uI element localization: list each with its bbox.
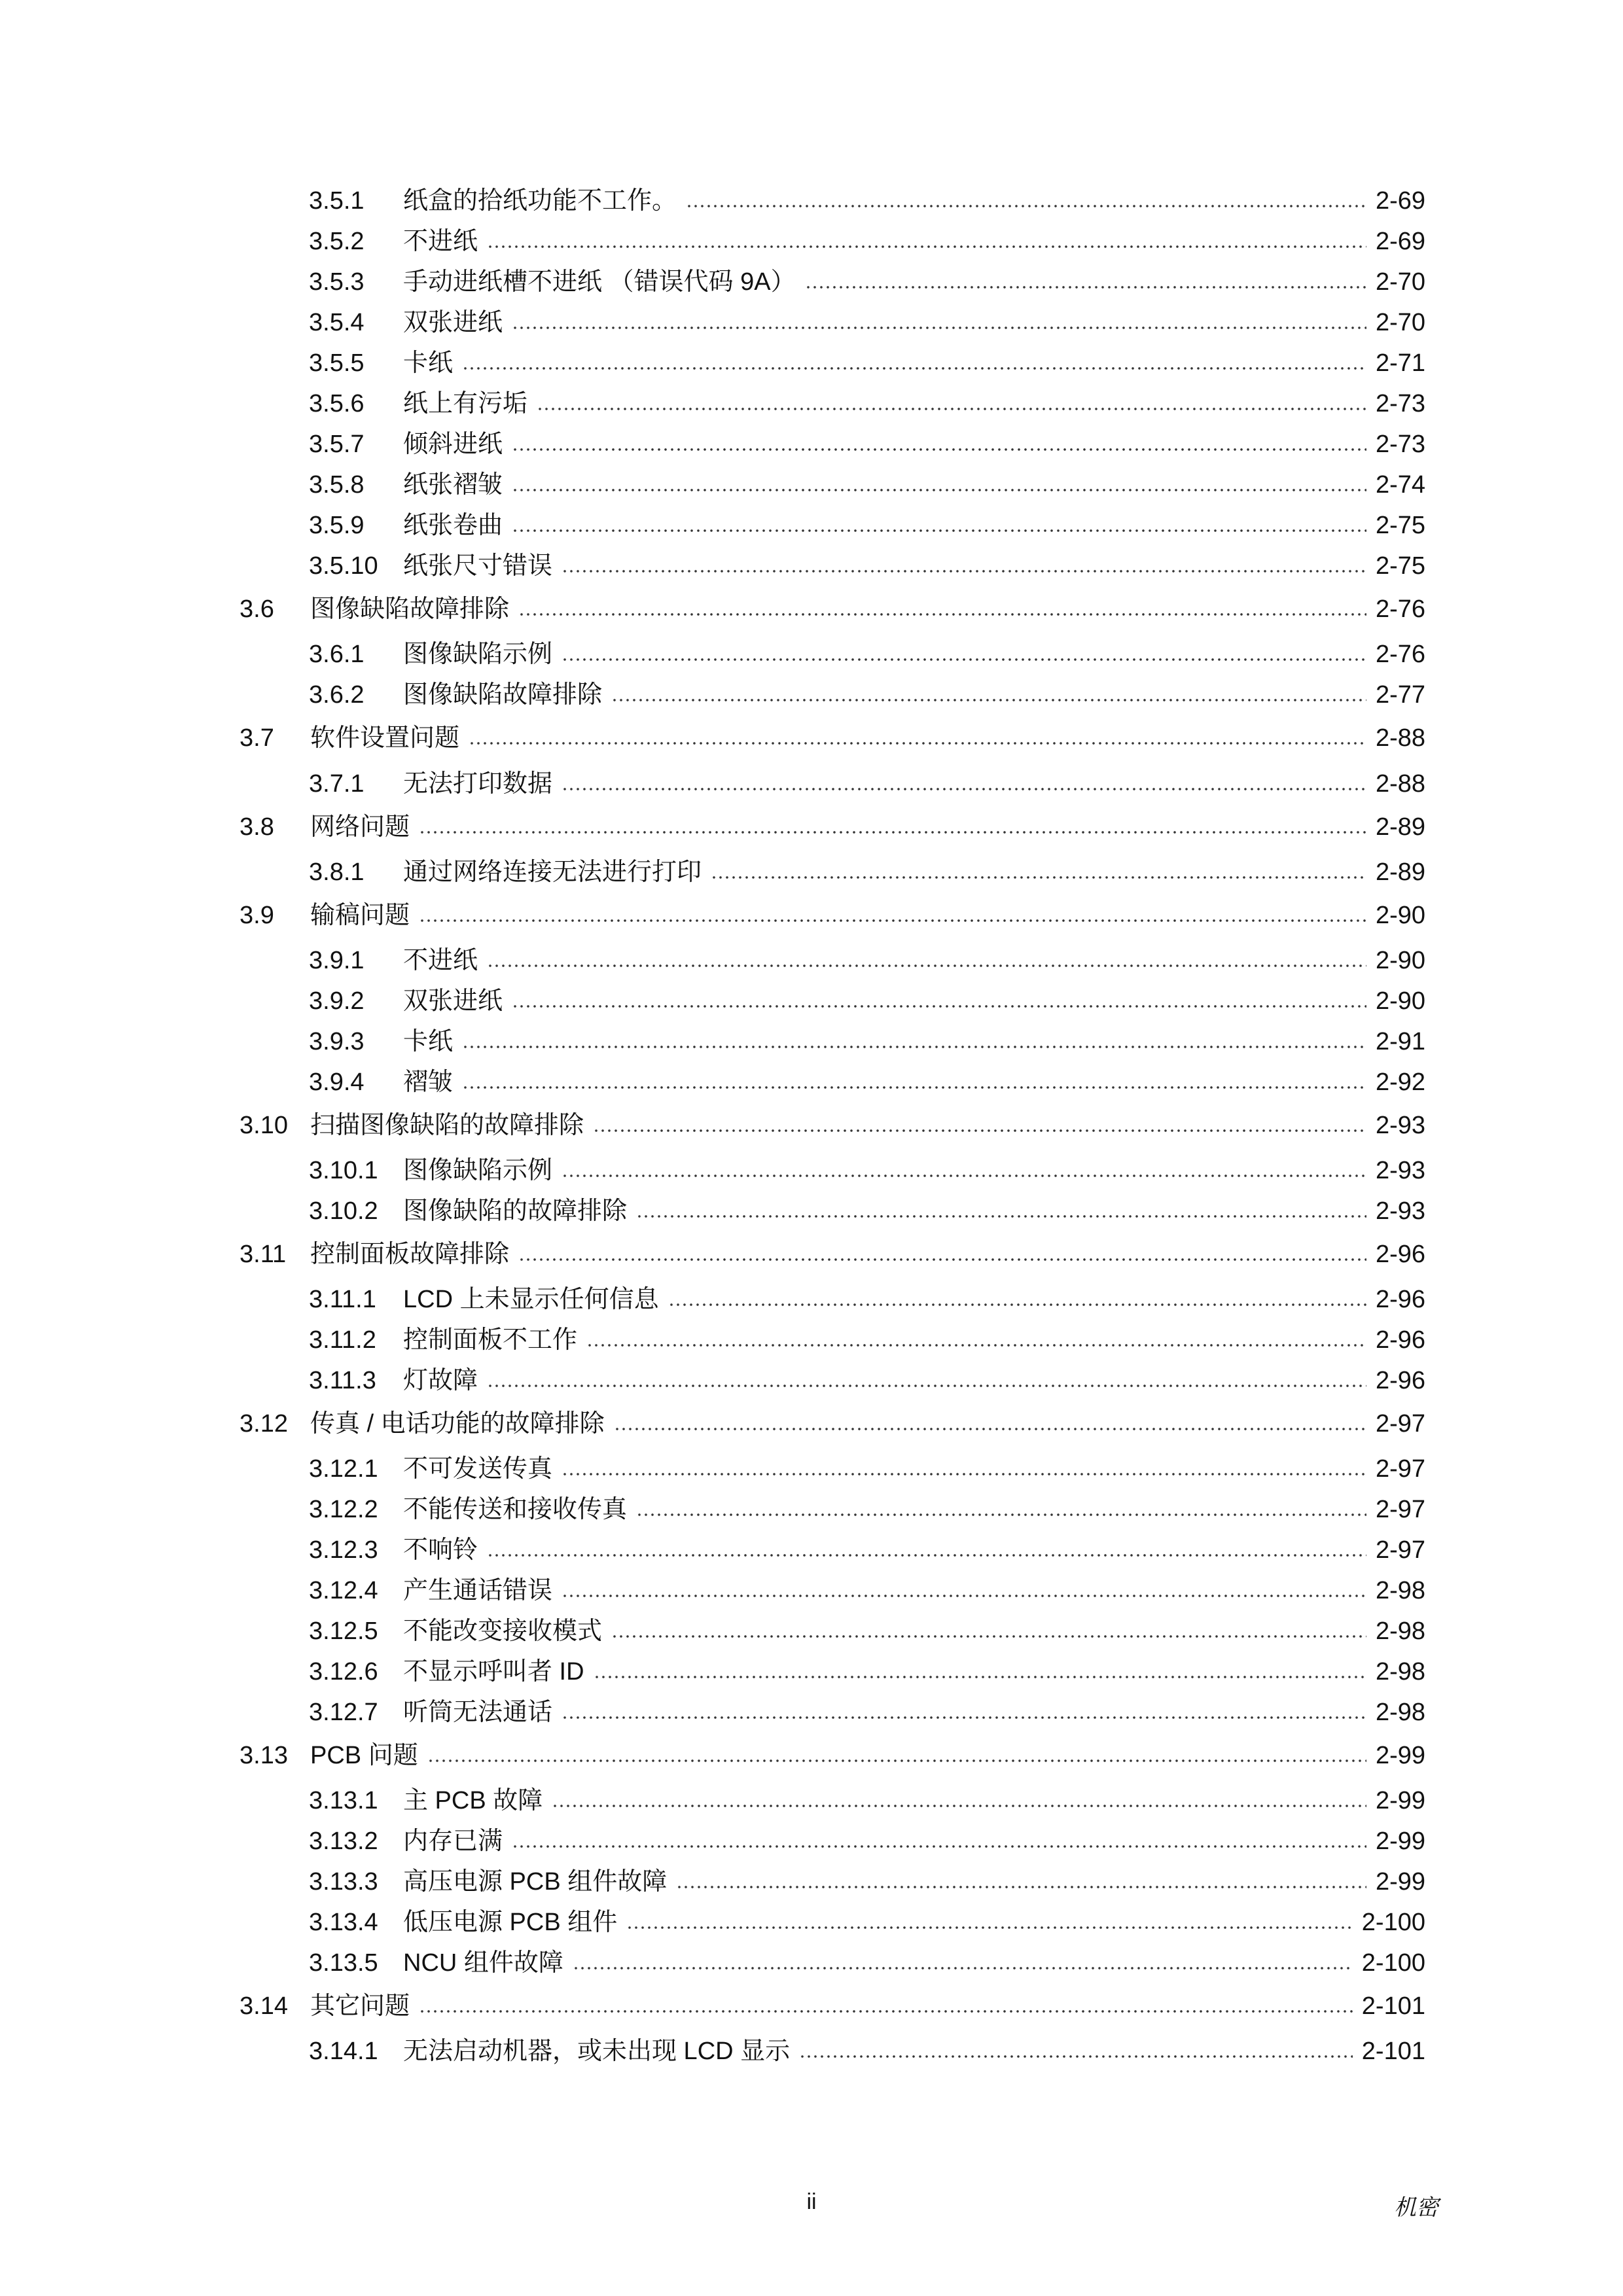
toc-subsection-entry[interactable] [309,426,1425,463]
toc-entry-number: 3.9.1 [309,947,365,974]
toc-entry-title: 纸张褶皱 [403,471,503,499]
toc-entry-number: 3.5.6 [309,390,365,417]
toc-subsection-entry[interactable] [309,304,1425,341]
toc-entry-title: 图像缺陷故障排除 [403,681,603,709]
toc-entry-page: 2-73 [1375,431,1425,458]
toc-entry-number: 3.5.1 [309,187,365,215]
toc-entry-title: 无法启动机器，或未出现 LCD 显示 [403,2038,791,2065]
toc-entry-number: 3.6 [240,595,274,623]
toc-entry-page: 2-76 [1375,595,1425,623]
toc-entry-title: 控制面板不工作 [403,1326,578,1354]
toc-entry-title: 纸张尺寸错误 [403,552,553,580]
toc-entry-page: 2-98 [1375,1699,1425,1726]
toc-entry-page: 2-69 [1375,228,1425,255]
toc-dot-leader [586,1344,1366,1347]
toc-entry-page: 2-98 [1375,1617,1425,1645]
toc-entry-page: 2-92 [1375,1069,1425,1096]
toc-dot-leader [614,1428,1366,1430]
toc-dot-leader [805,286,1366,289]
toc-entry-title: 卡纸 [403,349,454,377]
toc-section-entry[interactable] [240,1988,1425,2024]
toc-dot-leader [562,1595,1366,1597]
toc-entry-number: 3.12.4 [309,1577,378,1604]
toc-entry-number: 3.13.2 [309,1828,378,1855]
toc-dot-leader [419,831,1366,834]
toc-dot-leader [512,448,1366,451]
toc-entry-page: 2-71 [1375,349,1425,377]
toc-entry-title: 不可发送传真 [403,1455,553,1483]
toc-dot-leader [594,1676,1366,1678]
toc-subsection-entry[interactable] [309,1653,1425,1690]
toc-entry-title: 倾斜进纸 [403,431,503,458]
toc-entry-title: 其它问题 [310,1992,410,2020]
toc-entry-number: 3.12.1 [309,1455,378,1483]
toc-entry-number: 3.9.3 [309,1028,365,1055]
toc-entry-number: 3.7.1 [309,770,365,798]
toc-entry-page: 2-97 [1375,1536,1425,1564]
toc-dot-leader [462,367,1366,370]
toc-dot-leader [512,489,1366,491]
toc-entry-number: 3.6.2 [309,681,365,709]
toc-subsection-entry[interactable] [309,766,1425,802]
toc-entry-page: 2-74 [1375,471,1425,499]
toc-subsection-entry[interactable] [309,636,1425,673]
toc-subsection-entry[interactable] [309,345,1425,381]
toc-entry-title: 传真 / 电话功能的故障排除 [310,1410,605,1438]
toc-subsection-entry[interactable] [309,1322,1425,1358]
toc-entry-number: 3.13 [240,1742,288,1769]
toc-entry-title: 不能传送和接收传真 [403,1496,628,1523]
toc-entry-page: 2-96 [1375,1326,1425,1354]
toc-section-entry[interactable] [240,809,1425,845]
toc-entry-title: LCD 上未显示任何信息 [403,1286,659,1313]
toc-subsection-entry[interactable] [309,385,1425,422]
toc-dot-leader [562,658,1366,661]
toc-entry-number: 3.12 [240,1410,288,1438]
toc-entry-number: 3.8.1 [309,858,365,886]
toc-dot-leader [518,613,1366,616]
toc-entry-page: 2-89 [1375,858,1425,886]
toc-entry-page: 2-93 [1375,1157,1425,1184]
toc-entry-title: 通过网络连接无法进行打印 [403,858,702,886]
toc-entry-page: 2-97 [1375,1410,1425,1438]
toc-dot-leader [611,1635,1366,1638]
toc-section-entry[interactable] [240,720,1425,756]
toc-entry-number: 3.14 [240,1992,288,2020]
toc-entry-page: 2-93 [1375,1197,1425,1225]
toc-entry-page: 2-91 [1375,1028,1425,1055]
toc-entry-title: 褶皱 [403,1069,454,1096]
toc-entry-number: 3.13.1 [309,1787,378,1814]
toc-entry-title: NCU 组件故障 [403,1949,563,1977]
confidential-label: 机密 [1394,2195,1438,2220]
toc-entry-number: 3.8 [240,813,274,841]
toc-entry-number: 3.13.4 [309,1909,378,1936]
toc-subsection-entry[interactable] [309,1451,1425,1487]
toc-entry-title: 纸张卷曲 [403,512,503,539]
toc-entry-number: 3.6.1 [309,641,365,668]
toc-subsection-entry[interactable] [309,1152,1425,1189]
toc-entry-number: 3.11 [240,1241,287,1268]
toc-entry-page: 2-101 [1361,1992,1425,2020]
toc-subsection-entry[interactable] [309,942,1425,979]
toc-dot-leader [512,1005,1366,1008]
toc-dot-leader [562,1473,1366,1475]
toc-dot-leader [419,919,1366,922]
toc-entry-title: 不能改变接收模式 [403,1617,603,1645]
toc-entry-title: 控制面板故障排除 [310,1241,510,1268]
toc-entry-page: 2-90 [1375,987,1425,1015]
toc-dot-leader [487,1554,1366,1557]
toc-entry-number: 3.5.2 [309,228,365,255]
toc-subsection-entry[interactable] [309,183,1425,219]
toc-subsection-entry[interactable] [309,1945,1425,1981]
toc-entry-title: 软件设置问题 [310,724,460,752]
toc-dot-leader [487,245,1366,248]
toc-entry-title: 输稿问题 [310,902,410,929]
toc-subsection-entry[interactable] [309,1281,1425,1318]
toc-entry-title: 产生通话错误 [403,1577,553,1604]
toc-dot-leader [562,1716,1366,1719]
toc-subsection-entry[interactable] [309,1193,1425,1229]
toc-entry-number: 3.10.1 [309,1157,378,1184]
toc-dot-leader [562,570,1366,573]
toc-subsection-entry[interactable] [309,1904,1425,1941]
toc-section-entry[interactable] [240,1107,1425,1144]
toc-entry-number: 3.11.1 [309,1286,376,1313]
toc-entry-number: 3.11.2 [309,1326,376,1354]
toc-subsection-entry[interactable] [309,677,1425,713]
toc-entry-title: 手动进纸槽不进纸 （错误代码 9A） [403,268,796,296]
toc-entry-page: 2-96 [1375,1241,1425,1268]
toc-dot-leader [562,788,1366,790]
toc-entry-number: 3.13.3 [309,1868,378,1896]
toc-subsection-entry[interactable] [309,548,1425,584]
toc-dot-leader [512,1845,1366,1848]
toc-dot-leader [487,1385,1366,1387]
toc-entry-title: 图像缺陷示例 [403,1157,553,1184]
toc-subsection-entry[interactable] [309,1613,1425,1650]
toc-dot-leader [552,1805,1366,1807]
toc-dot-leader [686,205,1366,207]
toc-entry-page: 2-88 [1375,770,1425,798]
toc-dot-leader [537,408,1366,410]
toc-subsection-entry[interactable] [309,264,1425,300]
toc-entry-number: 3.12.6 [309,1658,378,1686]
toc-entry-number: 3.9 [240,902,274,929]
toc-entry-number: 3.5.5 [309,349,365,377]
toc-subsection-entry[interactable] [309,1863,1425,1900]
toc-entry-title: 纸上有污垢 [403,390,528,417]
toc-entry-page: 2-75 [1375,512,1425,539]
toc-subsection-entry[interactable] [309,1491,1425,1528]
toc-entry-number: 3.9.4 [309,1069,365,1096]
toc-entry-page: 2-99 [1375,1868,1425,1896]
toc-entry-number: 3.11.3 [309,1367,376,1394]
toc-dot-leader [676,1886,1366,1888]
toc-entry-title: 高压电源 PCB 组件故障 [403,1868,668,1896]
toc-subsection-entry[interactable] [309,1362,1425,1399]
toc-entry-title: 无法打印数据 [403,770,553,798]
toc-entry-page: 2-77 [1375,681,1425,709]
toc-entry-number: 3.10 [240,1112,288,1139]
toc-entry-number: 3.5.9 [309,512,365,539]
toc-entry-page: 2-97 [1375,1455,1425,1483]
toc-subsection-entry[interactable] [309,1532,1425,1568]
toc-subsection-entry[interactable] [309,467,1425,503]
toc-entry-page: 2-101 [1361,2038,1425,2065]
toc-dot-leader [593,1129,1366,1132]
toc-entry-page: 2-75 [1375,552,1425,580]
toc-entry-title: 卡纸 [403,1028,454,1055]
toc-entry-page: 2-96 [1375,1367,1425,1394]
toc-entry-page: 2-97 [1375,1496,1425,1523]
toc-entry-number: 3.14.1 [309,2038,378,2065]
toc-entry-number: 3.13.5 [309,1949,378,1977]
toc-entry-page: 2-70 [1375,268,1425,296]
toc-entry-title: 不进纸 [403,228,478,255]
toc-entry-number: 3.5.8 [309,471,365,499]
toc-entry-page: 2-98 [1375,1658,1425,1686]
toc-dot-leader [427,1759,1366,1762]
toc-entry-title: 双张进纸 [403,309,503,336]
toc-entry-title: 不进纸 [403,947,478,974]
toc-entry-title: 双张进纸 [403,987,503,1015]
toc-entry-title: 低压电源 PCB 组件 [403,1909,618,1936]
toc-dot-leader [462,1086,1366,1089]
toc-entry-number: 3.5.4 [309,309,365,336]
toc-dot-leader [636,1513,1366,1516]
page-number: ii [806,2189,817,2214]
toc-subsection-entry[interactable] [309,2033,1425,2070]
toc-entry-page: 2-73 [1375,390,1425,417]
toc-section-entry[interactable] [240,1737,1425,1774]
toc-subsection-entry[interactable] [309,1023,1425,1060]
toc-entry-number: 3.12.2 [309,1496,378,1523]
toc-section-entry[interactable] [240,1405,1425,1442]
toc-entry-page: 2-90 [1375,947,1425,974]
toc-entry-page: 2-88 [1375,724,1425,752]
toc-dot-leader [487,964,1366,967]
toc-entry-number: 3.12.3 [309,1536,378,1564]
toc-entry-number: 3.12.7 [309,1699,378,1726]
toc-entry-page: 2-90 [1375,902,1425,929]
toc-entry-page: 2-98 [1375,1577,1425,1604]
toc-dot-leader [626,1926,1353,1929]
toc-entry-title: 主 PCB 故障 [403,1787,543,1814]
toc-entry-number: 3.5.3 [309,268,365,296]
toc-entry-number: 3.7 [240,724,274,752]
toc-entry-title: 网络问题 [310,813,410,841]
toc-entry-title: 不响铃 [403,1536,478,1564]
toc-subsection-entry[interactable] [309,1782,1425,1819]
toc-entry-page: 2-96 [1375,1286,1425,1313]
toc-entry-page: 2-100 [1361,1909,1425,1936]
toc-entry-page: 2-93 [1375,1112,1425,1139]
toc-entry-page: 2-76 [1375,641,1425,668]
toc-entry-title: 纸盒的拾纸功能不工作。 [403,187,677,215]
toc-entry-title: 灯故障 [403,1367,478,1394]
toc-entry-number: 3.10.2 [309,1197,378,1225]
toc-dot-leader [512,327,1366,329]
toc-subsection-entry[interactable] [309,507,1425,544]
toc-entry-title: 不显示呼叫者 ID [403,1658,584,1686]
toc-subsection-entry[interactable] [309,854,1425,891]
toc-dot-leader [711,876,1366,879]
toc-dot-leader [636,1215,1366,1218]
toc-section-entry[interactable] [240,1236,1425,1273]
toc-entry-title: PCB 问题 [310,1742,418,1769]
toc-entry-title: 图像缺陷的故障排除 [403,1197,628,1225]
toc-dot-leader [469,742,1366,745]
toc-entry-title: 听筒无法通话 [403,1699,553,1726]
toc-entry-title: 图像缺陷示例 [403,641,553,668]
toc-dot-leader [562,1174,1366,1177]
toc-entry-number: 3.12.5 [309,1617,378,1645]
toc-subsection-entry[interactable] [309,223,1425,260]
toc-entry-page: 2-100 [1361,1949,1425,1977]
toc-entry-page: 2-70 [1375,309,1425,336]
toc-dot-leader [611,699,1366,701]
toc-subsection-entry[interactable] [309,1694,1425,1731]
toc-dot-leader [419,2010,1353,2013]
toc-dot-leader [799,2055,1353,2058]
toc-subsection-entry[interactable] [309,1572,1425,1609]
toc-section-entry[interactable] [240,897,1425,934]
toc-subsection-entry[interactable] [309,983,1425,1019]
toc-dot-leader [573,1967,1353,1969]
toc-entry-title: 内存已满 [403,1828,503,1855]
toc-entry-page: 2-99 [1375,1828,1425,1855]
toc-entry-page: 2-99 [1375,1787,1425,1814]
toc-dot-leader [462,1046,1366,1048]
toc-dot-leader [518,1258,1366,1261]
toc-entry-title: 扫描图像缺陷的故障排除 [310,1112,584,1139]
toc-entry-number: 3.5.10 [309,552,378,580]
toc-dot-leader [512,529,1366,532]
toc-entry-number: 3.5.7 [309,431,365,458]
toc-entry-number: 3.9.2 [309,987,365,1015]
toc-subsection-entry[interactable] [309,1064,1425,1101]
toc-subsection-entry[interactable] [309,1823,1425,1860]
toc-entry-title: 图像缺陷故障排除 [310,595,510,623]
toc-section-entry[interactable] [240,591,1425,627]
toc-entry-page: 2-69 [1375,187,1425,215]
toc-entry-page: 2-99 [1375,1742,1425,1769]
toc-entry-page: 2-89 [1375,813,1425,841]
toc-dot-leader [668,1303,1366,1306]
